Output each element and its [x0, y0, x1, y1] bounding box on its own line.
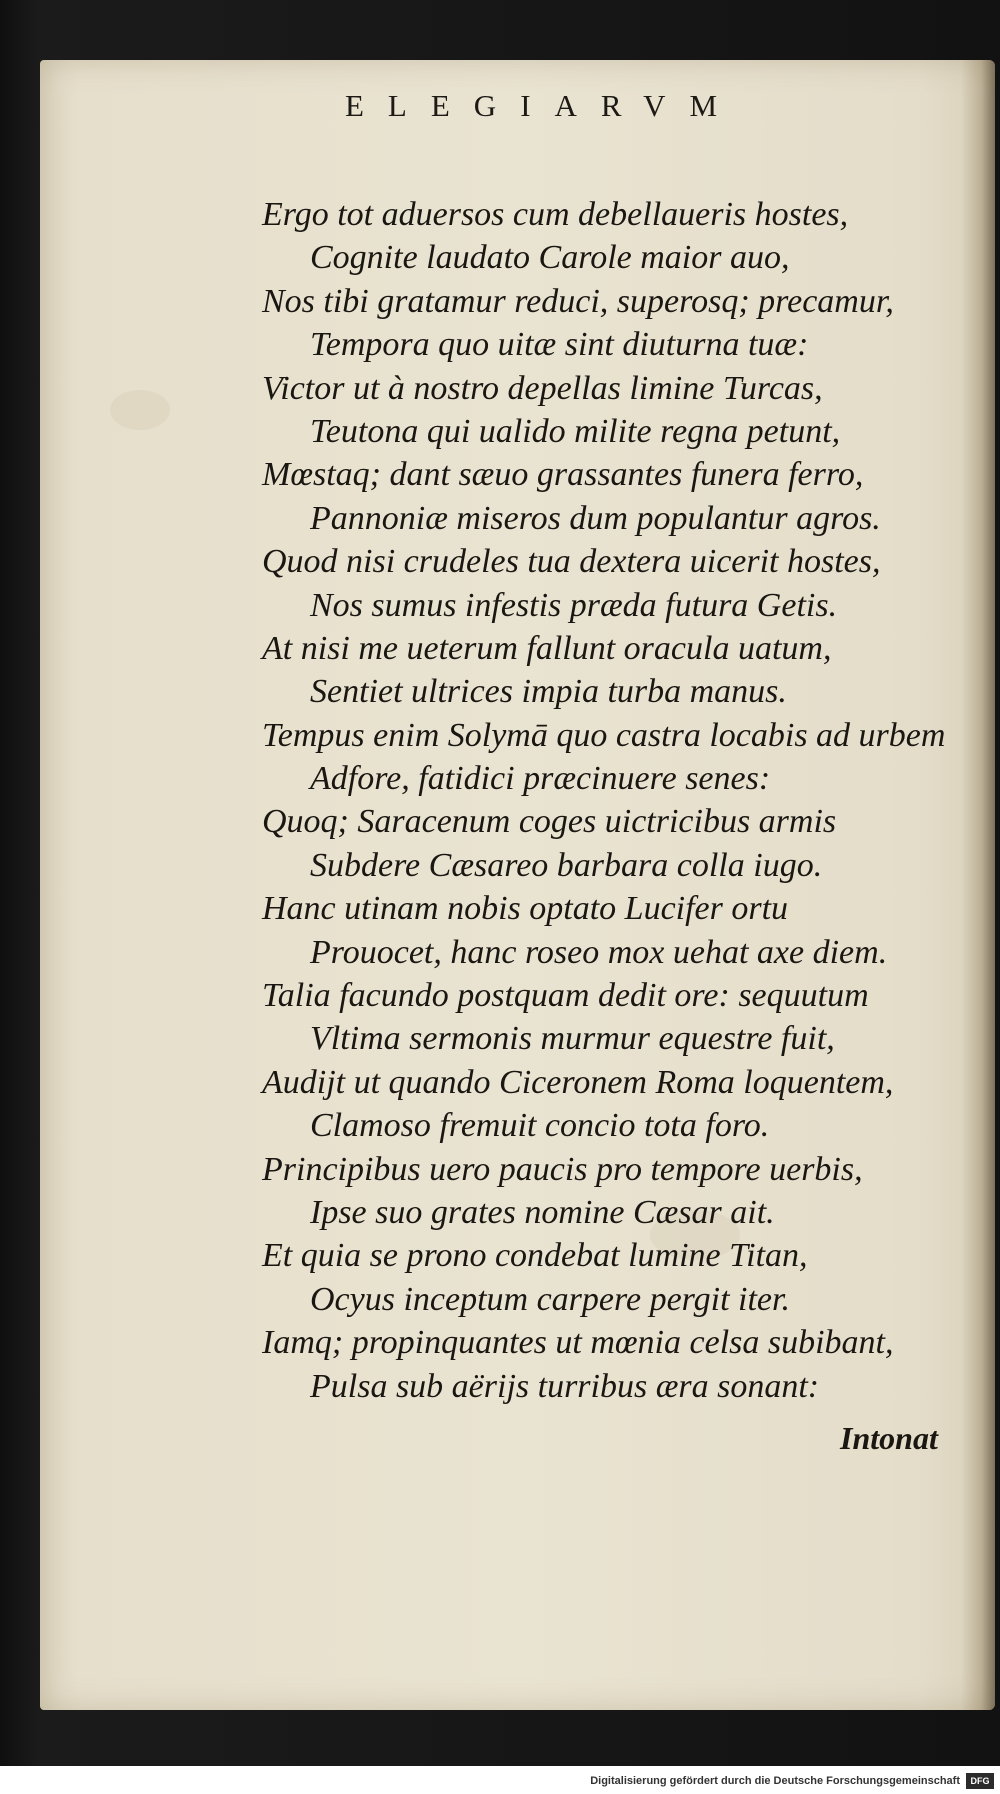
verse-line: Pulsa sub aërijs turribus æra sonant: — [310, 1367, 820, 1405]
verse-line: Quoq; Saracenum coges uictricibus armis — [262, 803, 837, 841]
verse-line: Iamq; propinquantes ut mœnia celsa subibant, — [262, 1324, 894, 1362]
dfg-logo: DFG — [966, 1773, 994, 1789]
verse-line: Pannoniæ miseros dum populantur agros. — [310, 499, 881, 537]
verse-line: At nisi me ueterum fallunt oracula uatum, — [262, 629, 832, 667]
verse-line: Hanc utinam nobis optato Lucifer ortu — [262, 890, 789, 928]
verse-line: Principibus uero paucis pro tempore uerbis, — [262, 1150, 863, 1188]
verse-line: Ocyus inceptum carpere pergit iter. — [310, 1280, 790, 1318]
running-header: ELEGIARVM — [345, 88, 742, 123]
verse-line: Vltima sermonis murmur equestre fuit, — [310, 1020, 835, 1058]
verse-line: Talia facundo postquam dedit ore: sequutum — [262, 977, 869, 1015]
catchword: Intonat — [840, 1420, 938, 1456]
verse-line: Quod nisi crudeles tua dextera uicerit hostes, — [262, 543, 881, 581]
verse-line: Subdere Cæsareo barbara colla iugo. — [310, 846, 823, 884]
verse-line: Ipse suo grates nomine Cæsar ait. — [310, 1193, 775, 1231]
footer-bar — [0, 1766, 1000, 1794]
verse-line: Nos sumus infestis præda futura Getis. — [310, 586, 838, 624]
page-edge-shadow — [961, 60, 995, 1710]
verse-line: Ergo tot aduersos cum debellaueris hostes, — [262, 196, 849, 233]
verse-line: Et quia se prono condebat lumine Titan, — [262, 1237, 808, 1275]
verse-line: Tempora quo uitæ sint diuturna tuæ: — [310, 326, 809, 364]
verse-line: Clamoso fremuit concio tota foro. — [310, 1107, 770, 1145]
verse-line: Cognite laudato Carole maior auo, — [310, 239, 790, 277]
verse-line: Victor ut à nostro depellas limine Turcas, — [262, 369, 823, 407]
verse-line: Mœstaq; dant sæuo grassantes funera ferro, — [262, 456, 864, 494]
paper-stain — [110, 390, 170, 430]
verse-line: Teutona qui ualido milite regna petunt, — [310, 412, 841, 450]
verse-line: Sentiet ultrices impia turba manus. — [310, 673, 787, 711]
verse-line: Adfore, fatidici præcinuere senes: — [310, 760, 771, 798]
funding-notice: Digitalisierung gefördert durch die Deutsche Forschungsgemeinschaft — [590, 1775, 960, 1787]
verse-line: Nos tibi gratamur reduci, superosq; precamur, — [262, 282, 894, 320]
verse-line: Tempus enim Solymā quo castra locabis ad urbem — [262, 716, 946, 754]
verse-block — [262, 193, 962, 1408]
verse-line: Prouocet, hanc roseo mox uehat axe diem. — [310, 933, 888, 971]
verse-line: Audijt ut quando Ciceronem Roma loquentem, — [262, 1063, 894, 1101]
